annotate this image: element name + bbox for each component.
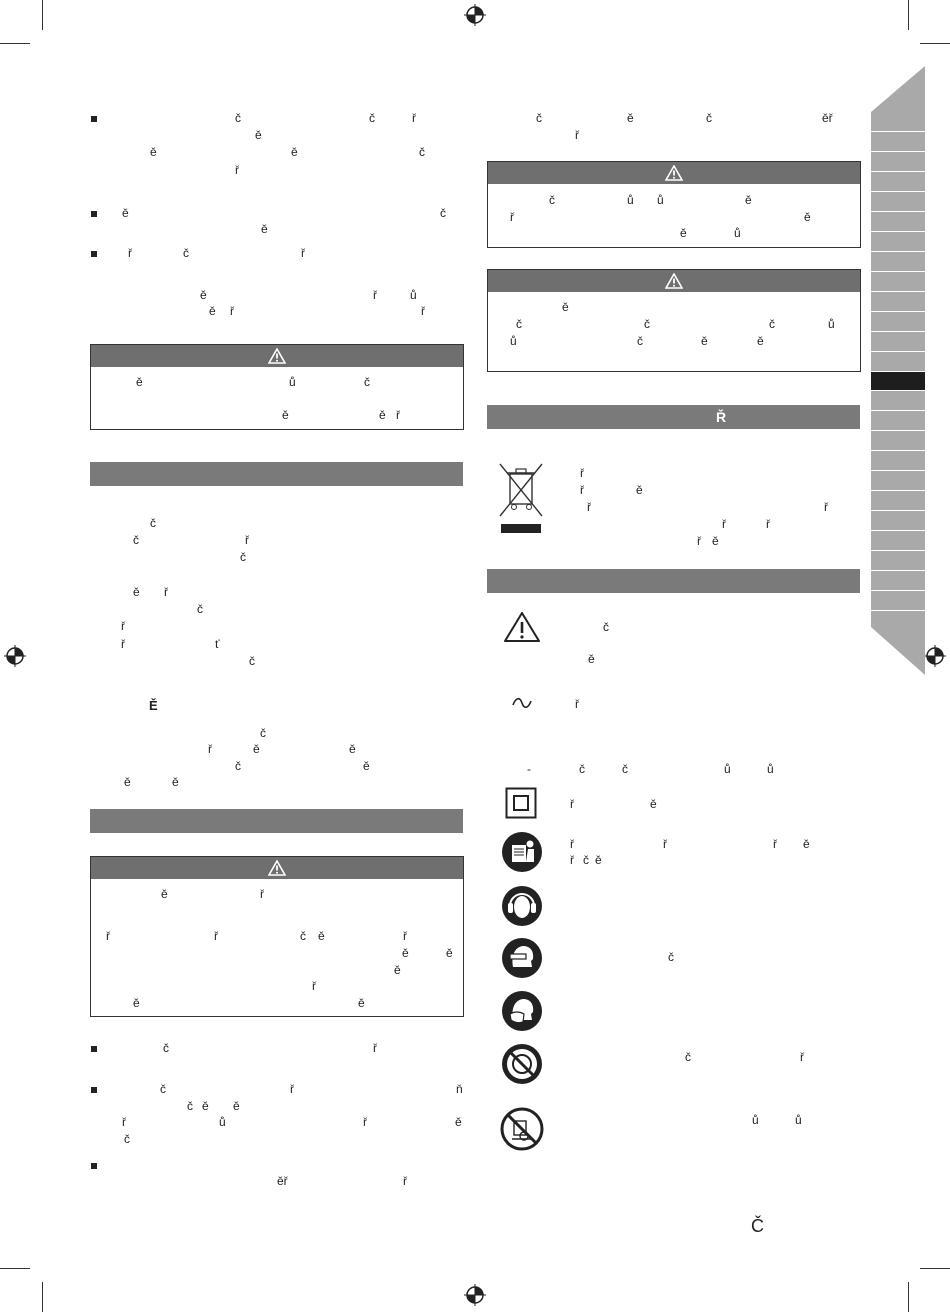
text-fragment: ř xyxy=(580,483,584,497)
language-tab[interactable] xyxy=(871,391,925,411)
text-fragment: ě xyxy=(133,585,140,599)
language-tab[interactable] xyxy=(871,411,925,431)
language-tab[interactable] xyxy=(871,192,925,212)
text-fragment: č xyxy=(668,950,674,964)
text-fragment: ř xyxy=(575,697,579,711)
text-fragment: ř xyxy=(766,517,770,531)
text-fragment: č xyxy=(536,111,542,125)
warning-triangle-icon xyxy=(665,273,683,289)
text-fragment: ř xyxy=(290,1082,294,1096)
text-fragment: ě xyxy=(595,853,602,867)
language-tab[interactable] xyxy=(871,112,925,132)
warning-header xyxy=(91,345,463,367)
crop-mark xyxy=(920,43,950,44)
warning-header xyxy=(91,857,463,879)
text-fragment: ř xyxy=(122,1115,126,1129)
text-fragment: č xyxy=(300,929,306,943)
text-fragment: ě xyxy=(358,996,365,1010)
text-fragment: ě xyxy=(172,775,179,789)
ear-protection-icon xyxy=(501,885,543,927)
language-tab[interactable] xyxy=(871,152,925,172)
bullet-marker xyxy=(91,116,97,122)
text-fragment: ě xyxy=(402,946,409,960)
text-fragment: ě xyxy=(455,1115,462,1129)
text-fragment: ř xyxy=(421,304,425,318)
text-fragment: ě xyxy=(150,145,157,159)
text-fragment: č xyxy=(622,762,628,776)
text-fragment: ů xyxy=(289,375,296,389)
crossed-out-bin-icon xyxy=(496,460,546,536)
text-fragment: ř xyxy=(697,534,701,548)
text-fragment: ř xyxy=(570,797,574,811)
text-fragment: ě xyxy=(650,797,657,811)
text-fragment: č xyxy=(235,759,241,773)
tab-strip-bottom-corner xyxy=(871,627,925,675)
warning-triangle-icon xyxy=(503,611,541,643)
text-fragment: ř xyxy=(121,619,125,633)
text-fragment: ů xyxy=(752,1113,759,1127)
text-fragment: ř xyxy=(230,304,234,318)
text-fragment: ě xyxy=(562,300,569,314)
dust-mask-icon xyxy=(501,990,543,1032)
text-fragment: ě xyxy=(122,206,129,220)
language-tab[interactable] xyxy=(871,352,925,372)
text-fragment: ě xyxy=(291,145,298,159)
text-fragment: č xyxy=(187,1099,193,1113)
warning-header xyxy=(488,162,860,184)
warning-triangle-icon xyxy=(665,165,683,181)
text-fragment: ř xyxy=(214,929,218,943)
text-fragment: ř xyxy=(403,929,407,943)
text-fragment: ř xyxy=(164,585,168,599)
language-tab[interactable] xyxy=(871,312,925,332)
warning-box xyxy=(487,161,861,248)
section-heading-bar xyxy=(90,809,463,833)
warning-triangle-icon xyxy=(268,348,286,364)
registration-mark-icon xyxy=(464,4,486,26)
crop-mark xyxy=(908,1282,909,1312)
text-fragment: ť xyxy=(215,637,220,651)
language-tab[interactable] xyxy=(871,591,925,611)
text-fragment: ě xyxy=(133,996,140,1010)
text-fragment: ě xyxy=(124,775,131,789)
text-fragment: č xyxy=(603,620,609,634)
text-fragment: ě xyxy=(136,375,143,389)
text-fragment: ů xyxy=(828,317,835,331)
no-grinding-disc-icon xyxy=(501,1043,543,1085)
text-fragment: ů xyxy=(627,193,634,207)
text-fragment: ě xyxy=(318,929,325,943)
language-tab-active[interactable] xyxy=(871,372,925,391)
text-fragment: ě xyxy=(200,288,207,302)
warning-box xyxy=(90,856,464,1017)
crop-mark xyxy=(0,1268,30,1269)
text-fragment: ě xyxy=(446,946,453,960)
language-tab[interactable] xyxy=(871,531,925,551)
text-fragment: č xyxy=(249,654,255,668)
text-fragment: ě xyxy=(804,210,811,224)
text-fragment: č xyxy=(369,111,375,125)
language-tab[interactable] xyxy=(871,611,925,628)
warning-box xyxy=(487,269,861,372)
text-fragment: č xyxy=(583,853,589,867)
text-fragment: ř xyxy=(363,1115,367,1129)
tab-strip-top-corner xyxy=(871,66,925,112)
no-stand-icon xyxy=(500,1107,544,1151)
text-fragment: ř xyxy=(580,466,584,480)
text-fragment: ř xyxy=(301,246,305,260)
text-fragment: ě xyxy=(255,128,262,142)
crop-mark xyxy=(920,1268,950,1269)
text-fragment: č xyxy=(160,1082,166,1096)
text-fragment: ěř xyxy=(277,1174,288,1188)
text-fragment: ř xyxy=(235,163,239,177)
text-fragment: č xyxy=(769,317,775,331)
text-fragment: ř xyxy=(587,500,591,514)
section-heading-bar xyxy=(487,405,860,429)
language-tab[interactable] xyxy=(871,551,925,571)
text-fragment: ř xyxy=(373,1041,377,1055)
language-tab[interactable] xyxy=(871,511,925,531)
text-fragment: ě xyxy=(209,304,216,318)
bullet-marker xyxy=(91,1087,97,1093)
text-fragment: ř xyxy=(121,637,125,651)
text-fragment: č xyxy=(150,516,156,530)
text-fragment: ř xyxy=(570,853,574,867)
text-fragment: ř xyxy=(396,408,400,422)
crop-mark xyxy=(42,0,43,30)
text-fragment: č xyxy=(579,762,585,776)
language-tab[interactable] xyxy=(871,332,925,352)
text-fragment: ě xyxy=(745,193,752,207)
registration-mark-icon xyxy=(464,1284,486,1306)
bullet-marker xyxy=(91,251,97,257)
text-fragment: ě xyxy=(680,226,687,240)
text-fragment: č xyxy=(549,193,555,207)
text-fragment: ř xyxy=(403,1174,407,1188)
text-fragment: č xyxy=(260,726,266,740)
text-fragment: č xyxy=(364,375,370,389)
language-tab[interactable] xyxy=(871,252,925,272)
text-fragment: ě xyxy=(712,534,719,548)
bullet-marker xyxy=(91,211,97,217)
text-fragment: ě xyxy=(202,1099,209,1113)
text-fragment: ř xyxy=(773,837,777,851)
text-fragment: č xyxy=(197,602,203,616)
text-fragment: ř xyxy=(663,837,667,851)
text-fragment: ř xyxy=(824,500,828,514)
text-fragment: - xyxy=(527,762,531,776)
language-tab[interactable] xyxy=(871,292,925,312)
text-fragment: ř xyxy=(722,517,726,531)
warning-box xyxy=(90,344,464,430)
text-fragment: ě xyxy=(233,1099,240,1113)
eye-protection-icon xyxy=(501,937,543,979)
subheading: Ě xyxy=(149,698,158,713)
text-fragment: č xyxy=(133,533,139,547)
text-fragment: ř xyxy=(373,288,377,302)
text-fragment: ř xyxy=(570,837,574,851)
text-fragment: č xyxy=(516,317,522,331)
text-fragment: č xyxy=(637,334,643,348)
text-fragment: ř xyxy=(245,533,249,547)
text-fragment: ů xyxy=(795,1113,802,1127)
text-fragment: ř xyxy=(208,742,212,756)
text-fragment: č xyxy=(235,111,241,125)
text-fragment: ě xyxy=(757,334,764,348)
text-fragment: ů xyxy=(657,193,664,207)
language-tab[interactable] xyxy=(871,571,925,591)
registration-mark-icon xyxy=(924,645,946,667)
language-tab[interactable] xyxy=(871,471,925,491)
text-fragment: ů xyxy=(510,334,517,348)
text-fragment: ě xyxy=(701,334,708,348)
bullet-marker xyxy=(91,1163,97,1169)
text-fragment: č xyxy=(706,111,712,125)
text-fragment: ě xyxy=(363,759,370,773)
section-heading-title: Ř xyxy=(716,409,727,425)
text-fragment: ř xyxy=(510,210,514,224)
language-tab[interactable] xyxy=(871,491,925,511)
alternating-current-icon xyxy=(511,697,533,709)
text-fragment: ř xyxy=(412,111,416,125)
bullet-marker xyxy=(91,1046,97,1052)
text-fragment: ě xyxy=(253,742,260,756)
text-fragment: ě xyxy=(394,963,401,977)
text-fragment: ů xyxy=(724,762,731,776)
text-fragment: ě xyxy=(349,742,356,756)
text-fragment: ě xyxy=(379,408,386,422)
crop-mark xyxy=(0,43,30,44)
text-fragment: ř xyxy=(312,979,316,993)
language-tab[interactable] xyxy=(871,172,925,192)
text-fragment: č xyxy=(240,550,246,564)
text-fragment: č xyxy=(183,246,189,260)
text-fragment: ů xyxy=(767,762,774,776)
warning-header xyxy=(488,270,860,292)
text-fragment: ěř xyxy=(822,111,833,125)
warning-triangle-icon xyxy=(268,860,286,876)
text-fragment: ě xyxy=(636,483,643,497)
text-fragment: ř xyxy=(260,887,264,901)
language-tab[interactable] xyxy=(871,431,925,451)
text-fragment: č xyxy=(644,317,650,331)
text-fragment: ů xyxy=(219,1115,226,1129)
language-tab[interactable] xyxy=(871,212,925,232)
text-fragment: č xyxy=(124,1132,130,1146)
text-fragment: č xyxy=(163,1041,169,1055)
text-fragment: ě xyxy=(588,652,595,666)
section-heading-bar xyxy=(90,462,463,486)
page-language-letter: Č xyxy=(751,1216,764,1236)
text-fragment: ě xyxy=(803,837,810,851)
text-fragment: ř xyxy=(800,1050,804,1064)
language-tab[interactable] xyxy=(871,232,925,252)
language-tab[interactable] xyxy=(871,272,925,292)
text-fragment: ř xyxy=(106,929,110,943)
text-fragment: č xyxy=(685,1050,691,1064)
language-tab[interactable] xyxy=(871,132,925,152)
text-fragment: ř xyxy=(128,246,132,260)
registration-mark-icon xyxy=(4,645,26,667)
text-fragment: ř xyxy=(575,128,579,142)
read-manual-icon xyxy=(501,831,543,873)
text-fragment: ě xyxy=(282,408,289,422)
text-fragment: č xyxy=(419,145,425,159)
double-insulation-icon xyxy=(505,787,537,819)
crop-mark xyxy=(42,1282,43,1312)
crop-mark xyxy=(908,0,909,30)
text-fragment: ů xyxy=(410,288,417,302)
text-fragment: č xyxy=(440,206,446,220)
section-heading-bar xyxy=(487,569,860,593)
text-fragment: ě xyxy=(161,887,168,901)
text-fragment: ň xyxy=(456,1082,463,1096)
text-fragment: ů xyxy=(734,226,741,240)
text-fragment: ě xyxy=(627,111,634,125)
text-fragment: ě xyxy=(261,222,268,236)
language-tab[interactable] xyxy=(871,451,925,471)
